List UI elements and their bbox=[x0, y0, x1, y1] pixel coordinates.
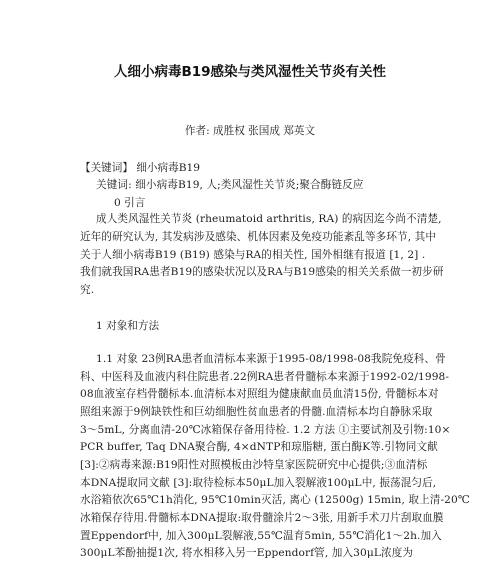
intro-line: 近年的研究认为, 其发病涉及感染、机体因素及免疫功能紊乱等多环节, 其中 bbox=[80, 231, 437, 243]
methods-line: PCR buffer, Taq DNA聚合酶, 4×dNTP和琼脂糖, 蛋白酶K等.引物同文献 bbox=[80, 441, 438, 453]
author-list: 作者: 成胜权 张国成 郑英文 bbox=[184, 125, 316, 137]
intro-heading: 0 引言 bbox=[114, 197, 146, 209]
paper-title: 人细小病毒B19感染与类风湿性关节炎有关性 bbox=[113, 64, 387, 80]
keywords-line: 关键词: 细小病毒B19, 人;类风湿性关节炎;聚合酶链反应 bbox=[96, 179, 364, 191]
keyword-heading: 【关键词】 细小病毒B19 bbox=[80, 162, 200, 174]
methods-line: 水浴箱依次65℃1h消化, 95℃10min灭活, 离心 (12500g) 15min, 取上清-20℃ bbox=[80, 494, 470, 506]
methods-line: 本DNA提取同文献 [3]:取待检标本50μL加入裂解液100μL中, 振荡混匀后, bbox=[80, 477, 437, 489]
methods-line: 1.1 对象 23例RA患者血清标本来源于1995-08/1998-08我院免疫科、骨 bbox=[96, 353, 446, 365]
methods-line: 照组来源于9例缺铁性和巨幼细胞性贫血患者的骨髓.血清标本均自静脉采取 bbox=[80, 406, 433, 418]
methods-line: 科、中医科及血液内科住院患者.22例RA患者骨髓标本来源于1992-02/1998- bbox=[80, 371, 450, 383]
methods-line: 置Eppendorf中, 加入300μL裂解液,55℃温育5min, 55℃消化1～2h.加入 bbox=[80, 530, 442, 542]
methods-line: 08血液室存档骨髓标本.血清标本对照组为健康献血员血清15份, 骨髓标本对 bbox=[80, 388, 439, 400]
methods-line: 3～5mL, 分离血清-20℃冰箱保存备用待检. 1.2 方法 ①主要试剂及引物:10× bbox=[80, 424, 451, 436]
intro-line: 关于人细小病毒B19 (B19) 感染与RA的相关性, 国外相继有报道 [1, 2] . bbox=[80, 249, 426, 261]
methods-line: 300μL苯酚抽提1次, 将水相移入另一Eppendorf管, 加入30μL浓度为 bbox=[80, 547, 414, 559]
intro-line: 究. bbox=[80, 284, 95, 296]
intro-line: 成人类风湿性关节炎 (rheumatoid arthritis, RA) 的病因迄今尚不清楚, bbox=[96, 213, 442, 225]
methods-line: 冰箱保存待用.骨髓标本DNA提取:取骨髓涂片2～3张, 用新手术刀片刮取血膜 bbox=[80, 512, 444, 524]
intro-line: 我们就我国RA患者B19的感染状况以及RA与B19感染的相关关系做一初步研 bbox=[80, 266, 444, 278]
methods-line: [3]:②病毒来源:B19阳性对照模板由沙特皇家医院研究中心提供;③血清标 bbox=[80, 459, 428, 471]
section-heading-methods: 1 对象和方法 bbox=[96, 320, 160, 332]
